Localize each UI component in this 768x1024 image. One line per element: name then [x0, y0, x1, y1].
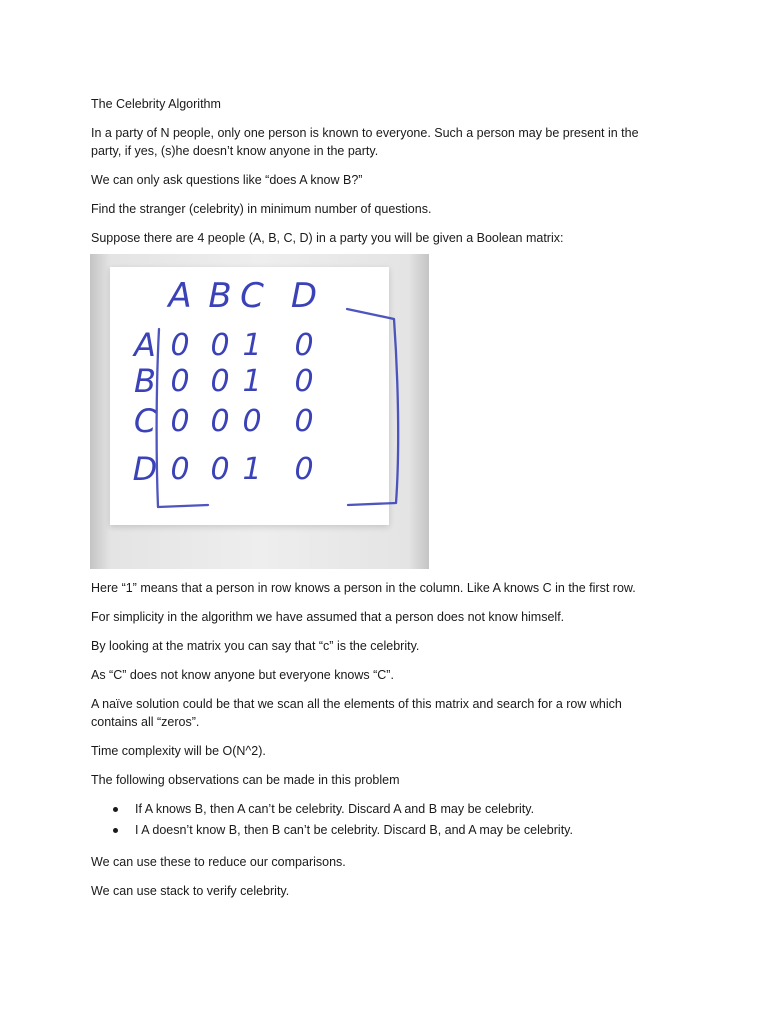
matrix-cell: 0	[170, 404, 190, 439]
row-label: D	[132, 450, 158, 488]
intro-paragraph-3: Find the stranger (celebrity) in minimum number of questi͏ons.	[91, 202, 432, 216]
bullet-icon	[113, 828, 118, 833]
matrix-cell: 0	[294, 328, 314, 363]
matrix-cell: 0	[170, 452, 190, 487]
handwritten-matrix	[90, 254, 429, 569]
paragraph-assumption: For simplicity in the algorithm we have assumed that a person does not know himself.	[91, 610, 565, 624]
matrix-cell: 1	[242, 452, 262, 487]
matrix-cell: 0	[294, 452, 314, 487]
matrix-cell: 1	[242, 364, 262, 399]
matrix-cell: 0	[170, 364, 190, 399]
intro-paragraph-2: We can only ask questi͏ons like “does A know B?”	[91, 173, 363, 187]
paragraph-row-knows: Here “1” means that a person in row knows a person in the column. Like A knows C in the fi͏rst row.	[91, 581, 636, 595]
observation-list	[91, 800, 666, 839]
document-title: The Celebrity Algorithm	[91, 97, 221, 111]
list-item	[91, 800, 666, 818]
bullet-icon	[113, 807, 118, 812]
row-label: C	[133, 402, 157, 440]
paragraph-reduce: We can use these to reduce our comparisons.	[91, 855, 346, 869]
column-label: D	[290, 276, 318, 316]
intro-paragraph-4: Suppose there are 4 people (A, B, C, D) in a party you will be given a Boolean matrix:	[91, 231, 564, 245]
row-label: B	[134, 362, 156, 400]
intro-paragraph-1: In a party of N people, only one person is known to everyone. Such a person may be present in the party, if yes, (s)he doesn’t know anyone in the party.	[91, 126, 639, 158]
matrix-cell: 0	[294, 364, 314, 399]
matrix-cell: 0	[242, 404, 262, 439]
boolean-matrix-figure	[90, 254, 429, 569]
paragraph-complexity: Time complexity will be O(N^2).	[91, 744, 266, 758]
paragraph-naive: A naïve soluti͏on could be that we scan all the elements of this matrix and search for a row which contains all “zeros”.	[91, 697, 622, 729]
matrix-cell: 0	[210, 328, 230, 363]
matrix-cell: 0	[210, 404, 230, 439]
list-item-text: If A knows B, then A can’t be celebrity. Discard A and B may be celebrity.	[135, 802, 535, 816]
row-label: A	[134, 326, 156, 364]
paragraph-reason: As “C” does not know anyone but everyone knows “C”.	[91, 668, 394, 682]
matrix-cell: 0	[170, 328, 190, 363]
paragraph-celebrity: By looking at the matrix you can say that “c” is the celebrity.	[91, 639, 420, 653]
matrix-cell: 0	[210, 452, 230, 487]
matrix-cell: 0	[210, 364, 230, 399]
document-body	[91, 95, 666, 900]
matrix-cell: 1	[242, 328, 262, 363]
paragraph-stack: We can use stack to verify celebrity.	[91, 884, 290, 898]
paragraph-observations: The following observati͏ons can be made in this problem	[91, 773, 400, 787]
column-label: B	[208, 276, 232, 316]
column-label: C	[240, 276, 264, 316]
matrix-cells	[170, 328, 313, 487]
list-item-text: I A doesn’t know B, then B can’t be celebrity. Discard B, and A may be celebrity.	[135, 823, 573, 837]
matrix-cell: 0	[294, 404, 314, 439]
column-label: A	[168, 276, 192, 316]
right-bracket	[347, 309, 398, 505]
list-item	[91, 821, 666, 839]
